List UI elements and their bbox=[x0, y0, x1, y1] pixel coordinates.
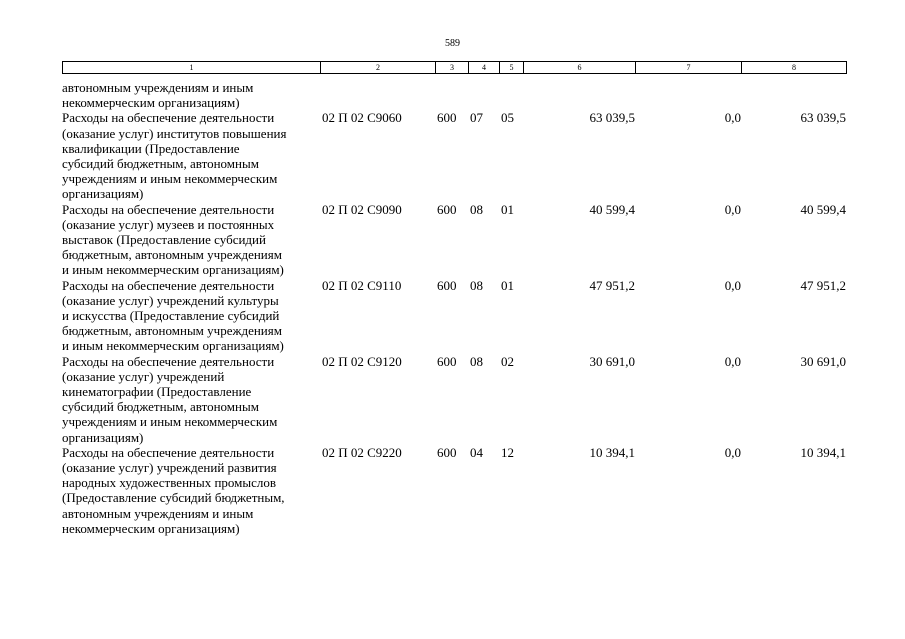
amount-col-7: 0,0 bbox=[724, 353, 741, 369]
amount-col-8: 10 394,1 bbox=[800, 444, 846, 460]
amount-col-6 bbox=[523, 80, 635, 110]
expense-type-code: 600 bbox=[437, 110, 457, 126]
amount-col-8: 30 691,0 bbox=[800, 353, 846, 369]
column-number-header bbox=[62, 61, 847, 74]
amount-col-7: 0,0 bbox=[724, 277, 741, 293]
description-line: Расходы на обеспечение деятельности bbox=[62, 277, 275, 293]
amount-col-6: 10 394,1 bbox=[589, 444, 635, 460]
expense-description bbox=[62, 354, 320, 445]
target-article-code bbox=[320, 80, 435, 110]
expense-type-code: 600 bbox=[437, 201, 457, 217]
amount-col-6: 30 691,0 bbox=[589, 353, 635, 369]
expense-description bbox=[62, 278, 320, 354]
header-col-8: 8 bbox=[742, 62, 847, 74]
amount-col-8: 47 951,2 bbox=[800, 277, 846, 293]
amount-col-8 bbox=[741, 80, 846, 110]
expense-description bbox=[62, 202, 320, 278]
description-line: субсидий бюджетным, автономным bbox=[62, 156, 259, 172]
expense-type-code: 600 bbox=[437, 444, 457, 460]
amount-col-7 bbox=[635, 80, 741, 110]
section-code: 08 bbox=[470, 201, 483, 217]
description-line: выставок (Предоставление субсидий bbox=[62, 232, 266, 248]
description-line: организациям) bbox=[62, 186, 144, 202]
header-col-2: 2 bbox=[321, 62, 436, 74]
section-code: 08 bbox=[470, 353, 483, 369]
amount-col-6: 40 599,4 bbox=[589, 201, 635, 217]
amount-col-7: 0,0 bbox=[724, 444, 741, 460]
description-line: и иным некоммерческим организациям) bbox=[62, 338, 284, 354]
description-line: квалификации (Предоставление bbox=[62, 140, 240, 156]
table-row bbox=[62, 445, 846, 536]
subsection-code: 01 bbox=[501, 277, 514, 293]
description-line: и иным некоммерческим организациям) bbox=[62, 262, 284, 278]
description-line: (Предоставление субсидий бюджетным, bbox=[62, 490, 285, 506]
table-row bbox=[62, 202, 846, 278]
description-line: (оказание услуг) учреждений bbox=[62, 368, 225, 384]
expense-description bbox=[62, 110, 320, 201]
description-line: кинематографии (Предоставление bbox=[62, 384, 252, 400]
description-line: (оказание услуг) учреждений развития bbox=[62, 460, 277, 476]
description-line: автономным учреждениям и иным bbox=[62, 505, 254, 521]
budget-table bbox=[62, 80, 846, 536]
description-line: Расходы на обеспечение деятельности bbox=[62, 444, 275, 460]
target-article-code: 02 П 02 С9120 bbox=[322, 353, 402, 369]
section-code: 04 bbox=[470, 444, 483, 460]
section-code: 08 bbox=[470, 277, 483, 293]
header-col-5: 5 bbox=[500, 62, 524, 74]
description-line: Расходы на обеспечение деятельности bbox=[62, 201, 275, 217]
description-line: учреждениям и иным некоммерческим bbox=[62, 171, 278, 187]
subsection-code: 01 bbox=[501, 201, 514, 217]
subsection-code: 12 bbox=[501, 444, 514, 460]
description-line: некоммерческим организациям) bbox=[62, 95, 240, 111]
table-row bbox=[62, 80, 846, 110]
target-article-code: 02 П 02 С9090 bbox=[322, 201, 402, 217]
subsection-code: 02 bbox=[501, 353, 514, 369]
description-line: и искусства (Предоставление субсидий bbox=[62, 308, 280, 324]
target-article-code: 02 П 02 С9060 bbox=[322, 110, 402, 126]
description-line: (оказание услуг) учреждений культуры bbox=[62, 292, 279, 308]
description-line: организациям) bbox=[62, 429, 144, 445]
description-line: Расходы на обеспечение деятельности bbox=[62, 353, 275, 369]
description-line: автономным учреждениям и иным bbox=[62, 80, 254, 95]
header-col-4: 4 bbox=[469, 62, 500, 74]
expense-type-code: 600 bbox=[437, 353, 457, 369]
table-row bbox=[62, 278, 846, 354]
section-code: 07 bbox=[470, 110, 483, 126]
amount-col-8: 63 039,5 bbox=[800, 110, 846, 126]
header-col-1: 1 bbox=[63, 62, 321, 74]
target-article-code: 02 П 02 С9110 bbox=[322, 277, 402, 293]
target-article-code: 02 П 02 С9220 bbox=[322, 444, 402, 460]
expense-description bbox=[62, 80, 320, 110]
header-col-7: 7 bbox=[636, 62, 742, 74]
amount-col-7: 0,0 bbox=[724, 201, 741, 217]
subsection-code: 05 bbox=[501, 110, 514, 126]
table-body bbox=[62, 80, 846, 536]
description-line: субсидий бюджетным, автономным bbox=[62, 399, 259, 415]
subsection-code bbox=[499, 80, 523, 110]
table-row bbox=[62, 110, 846, 201]
description-line: бюджетным, автономным учреждениям bbox=[62, 247, 282, 263]
expense-type-code bbox=[435, 80, 468, 110]
description-line: народных художественных промыслов bbox=[62, 475, 277, 491]
expense-type-code: 600 bbox=[437, 277, 457, 293]
table-row bbox=[62, 354, 846, 445]
amount-col-8: 40 599,4 bbox=[800, 201, 846, 217]
header-col-6: 6 bbox=[524, 62, 636, 74]
description-line: Расходы на обеспечение деятельности bbox=[62, 110, 275, 126]
header-col-3: 3 bbox=[436, 62, 469, 74]
description-line: некоммерческим организациям) bbox=[62, 520, 240, 536]
description-line: бюджетным, автономным учреждениям bbox=[62, 323, 282, 339]
page-number: 589 bbox=[445, 38, 460, 49]
description-line: (оказание услуг) музеев и постоянных bbox=[62, 216, 275, 232]
description-line: учреждениям и иным некоммерческим bbox=[62, 414, 278, 430]
amount-col-6: 47 951,2 bbox=[589, 277, 635, 293]
section-code bbox=[468, 80, 499, 110]
amount-col-6: 63 039,5 bbox=[589, 110, 635, 126]
expense-description bbox=[62, 445, 320, 536]
description-line: (оказание услуг) институтов повышения bbox=[62, 125, 287, 141]
amount-col-7: 0,0 bbox=[724, 110, 741, 126]
